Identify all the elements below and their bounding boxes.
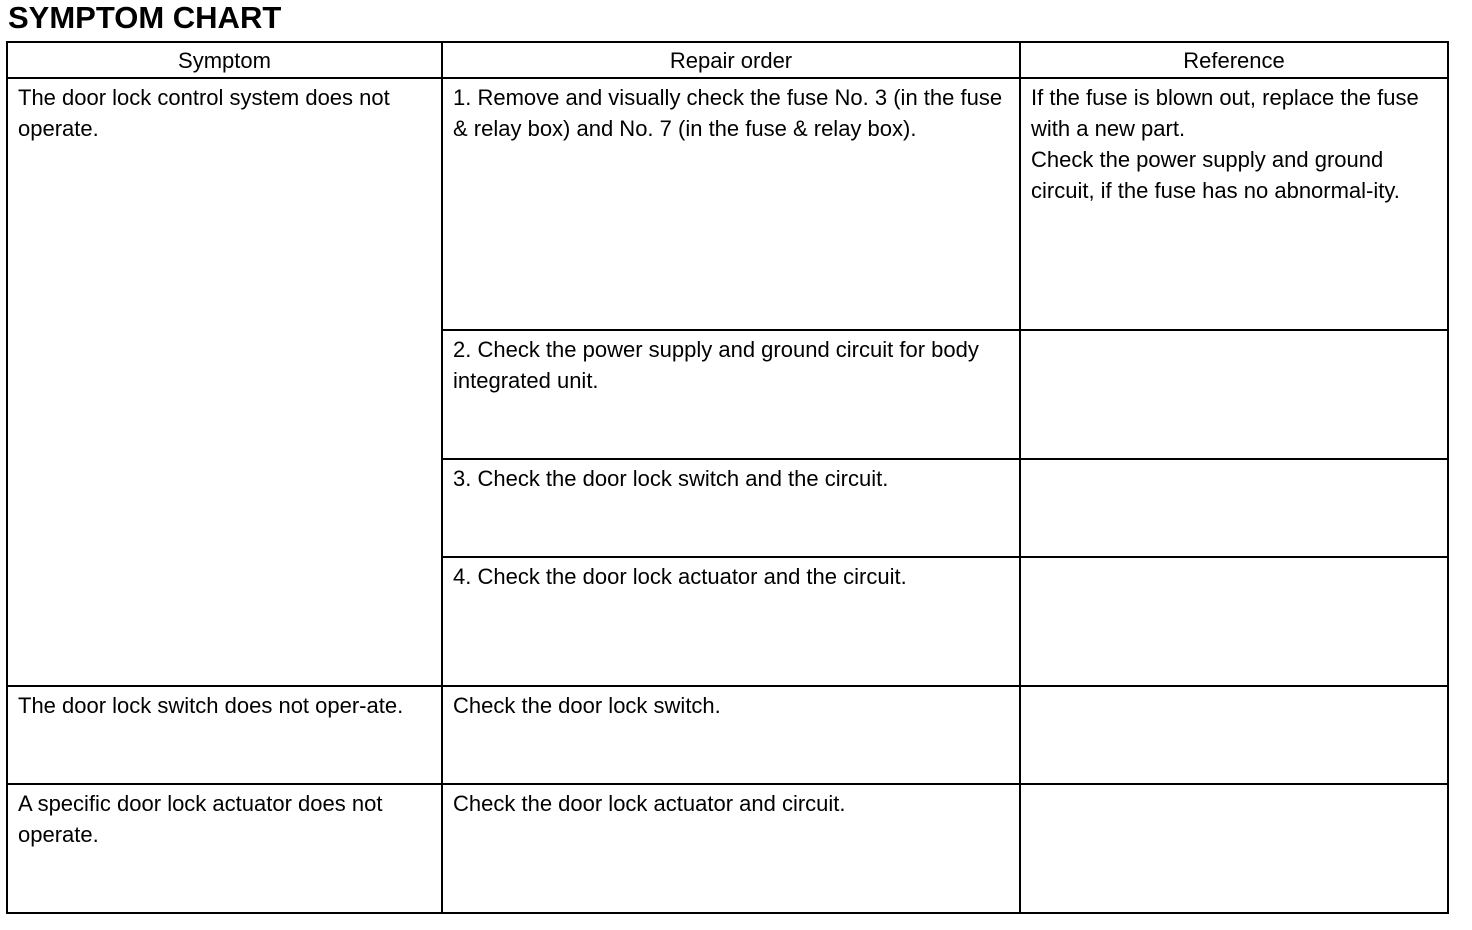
- reference-cell: [1020, 330, 1448, 459]
- repair-text: Check the door lock actuator and circuit.: [453, 791, 846, 816]
- reference-text: If the fuse is blown out, replace the fuse with a new part.: [1031, 85, 1419, 141]
- table-row: [7, 78, 1448, 330]
- repair-text: 2. Check the power supply and ground circuit for body integrated unit.: [453, 337, 979, 393]
- header-symptom: Symptom: [7, 42, 442, 78]
- repair-text: 1. Remove and visually check the fuse No. 3 (in the fuse & relay box) and No. 7 (in the fuse & relay box).: [453, 85, 1003, 141]
- repair-text: Check the door lock switch.: [453, 693, 721, 718]
- table-row: [7, 686, 1448, 784]
- repair-cell: [442, 330, 1020, 459]
- reference-cell: [1020, 78, 1448, 330]
- reference-cell: [1020, 459, 1448, 557]
- symptom-cell: [7, 78, 442, 686]
- symptom-text: The door lock control system does not operate.: [18, 85, 390, 141]
- header-reference: Reference: [1020, 42, 1448, 78]
- table-row: [7, 784, 1448, 913]
- repair-cell: [442, 557, 1020, 686]
- repair-text: 4. Check the door lock actuator and the circuit.: [453, 564, 907, 589]
- symptom-cell: [7, 686, 442, 784]
- repair-text: 3. Check the door lock switch and the circuit.: [453, 466, 889, 491]
- symptom-text: The door lock switch does not oper-ate.: [18, 693, 404, 718]
- reference-cell: [1020, 557, 1448, 686]
- reference-cell: [1020, 784, 1448, 913]
- symptom-text: A specific door lock actuator does not operate.: [18, 791, 383, 847]
- repair-cell: [442, 686, 1020, 784]
- repair-cell: [442, 784, 1020, 913]
- page-title: SYMPTOM CHART: [8, 0, 282, 35]
- repair-cell: [442, 78, 1020, 330]
- table-header-row: [7, 42, 1448, 78]
- reference-cell: [1020, 686, 1448, 784]
- reference-text: Check the power supply and ground circuit, if the fuse has no abnormal-ity.: [1031, 147, 1400, 203]
- header-repair-order: Repair order: [442, 42, 1020, 78]
- repair-cell: [442, 459, 1020, 557]
- symptom-cell: [7, 784, 442, 913]
- symptom-chart-table: [6, 41, 1449, 914]
